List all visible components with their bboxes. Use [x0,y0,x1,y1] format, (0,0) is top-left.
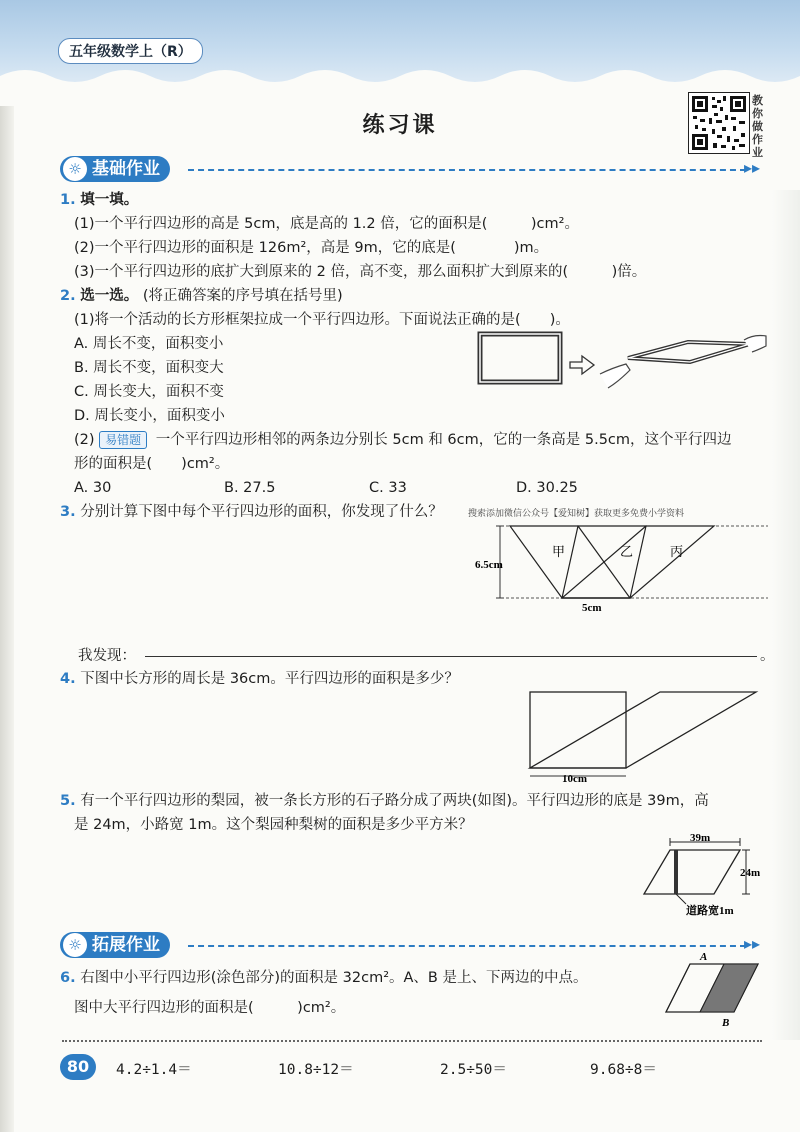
section-extension-homework [60,932,760,958]
q2-sub2-option-c: C. 33 [369,480,407,496]
q2-option-b: B. 周长不变，面积变大 [74,360,224,376]
q2-sub2-cont: 形的面积是( )cm²。 [74,456,230,472]
q1-heading [60,190,138,210]
lightbulb-icon: ☼ [63,933,87,957]
qr-caption: 教你做作业 [752,94,763,159]
q4-length-label: 10cm [562,773,588,782]
calc-2: 10.8÷12＝ [278,1062,354,1078]
double-arrow-icon: ▸▸ [743,158,760,177]
q3-number: 3. [60,504,76,520]
q6-line-1: 右图中小平行四边形(涂色部分)的面积是 32cm²。A、B 是上、下两边的中点。 [80,970,588,986]
q6-number: 6. [60,970,76,986]
section-title: 基础作业 [92,159,160,179]
q2-option-c: C. 周长变大，面积不变 [74,384,224,400]
q6-line-2: 图中大平行四边形的面积是( )cm²。 [74,1000,346,1016]
page-binding-shadow [0,0,14,1132]
q6-point-b: B [722,1017,730,1029]
q5-orchard-figure [640,830,770,920]
qr-code-icon[interactable] [688,92,750,154]
discover-label: 我发现： [78,648,136,664]
q4-rectangle-parallelogram-figure [520,690,770,782]
calc-3: 2.5÷50＝ [440,1062,507,1078]
q2-sub2 [74,430,732,450]
page-title: 练习课 [362,113,438,138]
footer-divider [62,1040,762,1042]
q3-base-label: 5cm [582,602,602,614]
book-title: 五年级数学上（R） [58,38,203,64]
q2-title: 选一选。 [80,288,139,304]
q4-text: 下图中长方形的周长是 36cm。平行四边形的面积是多少？ [80,671,459,687]
calc-4: 9.68÷8＝ [590,1062,657,1078]
q2-hint: (将正确答案的序号填在括号里) [142,288,343,304]
q1-line-2: (2)一个平行四边形的面积是 126m²，高是 9m，它的底是( )m。 [74,240,549,256]
q3-label-jia: 甲 [552,544,566,559]
q3-label-bing: 丙 [670,544,684,559]
discover-end-mark: 。 [760,648,775,664]
section-divider [188,945,746,947]
calc-1: 4.2÷1.4＝ [116,1062,192,1078]
q3-heading [60,502,443,522]
q2-sub2-option-d: D. 30.25 [516,480,578,496]
section-divider [188,169,746,171]
section-title: 拓展作业 [92,935,160,955]
q6-point-a: A [700,951,708,963]
q2-sub1: (1)将一个活动的长方形框架拉成一个平行四边形。下面说法正确的是( )。 [74,312,570,328]
q2-heading [60,286,343,306]
q2-sub2-option-a: A. 30 [74,480,112,496]
q5-height-label: 24m [740,867,761,879]
page-number: 80 [60,1054,96,1080]
section-badge [60,156,170,182]
header-wave [0,66,800,106]
q2-sub2-option-b: B. 27.5 [224,480,276,496]
q1-line-1: (1)一个平行四边形的高是 5cm，底是高的 1.2 倍，它的面积是( )cm²。 [74,216,579,232]
section-badge [60,932,170,958]
q5-road-label: 道路宽1m [686,905,734,917]
lightbulb-icon: ☼ [63,157,87,181]
frame-to-parallelogram-figure [470,322,770,400]
q3-text: 分别计算下图中每个平行四边形的面积，你发现了什么？ [80,504,443,520]
q2-number: 2. [60,288,76,304]
q1-line-3: (3)一个平行四边形的底扩大到原来的 2 倍，高不变，那么面积扩大到原来的( )倍。 [74,264,647,280]
q6-heading [60,968,587,988]
q2-sub2-text: 一个平行四边形相邻的两条边分别长 5cm 和 6cm，它的一条高是 5.5cm，这个平行四边 [155,432,732,448]
q5-heading [60,791,709,811]
q3-label-yi: 乙 [620,544,634,559]
q5-line-1: 有一个平行四边形的梨园，被一条长方形的石子路分成了两块(如图)。平行四边形的底是 39m，高 [80,793,709,809]
q2-option-a: A. 周长不变，面积变小 [74,336,224,352]
double-arrow-icon: ▸▸ [743,934,760,953]
error-prone-tag: 易错题 [99,431,147,449]
q4-number: 4. [60,671,76,687]
q1-title: 填一填。 [80,192,139,208]
section-basic-homework [60,156,760,182]
q5-line-2: 是 24m，小路宽 1m。这个梨园种梨树的面积是多少平方米？ [74,817,473,833]
page-edge-shadow [772,190,800,1040]
q4-heading [60,669,459,689]
q2-option-d: D. 周长变小，面积变小 [74,408,225,424]
q5-number: 5. [60,793,76,809]
q2-sub2-prefix: (2) [74,432,95,448]
q6-nested-parallelogram-figure [658,950,768,1032]
q3-parallelograms-figure [470,518,770,618]
q1-number: 1. [60,192,76,208]
q5-base-label: 39m [690,832,711,844]
q3-height-label: 6.5cm [475,559,503,571]
watermark-text: 搜索添加微信公众号【爱知树】获取更多免费小学资料 [468,509,685,519]
discover-answer-line[interactable] [145,656,757,657]
